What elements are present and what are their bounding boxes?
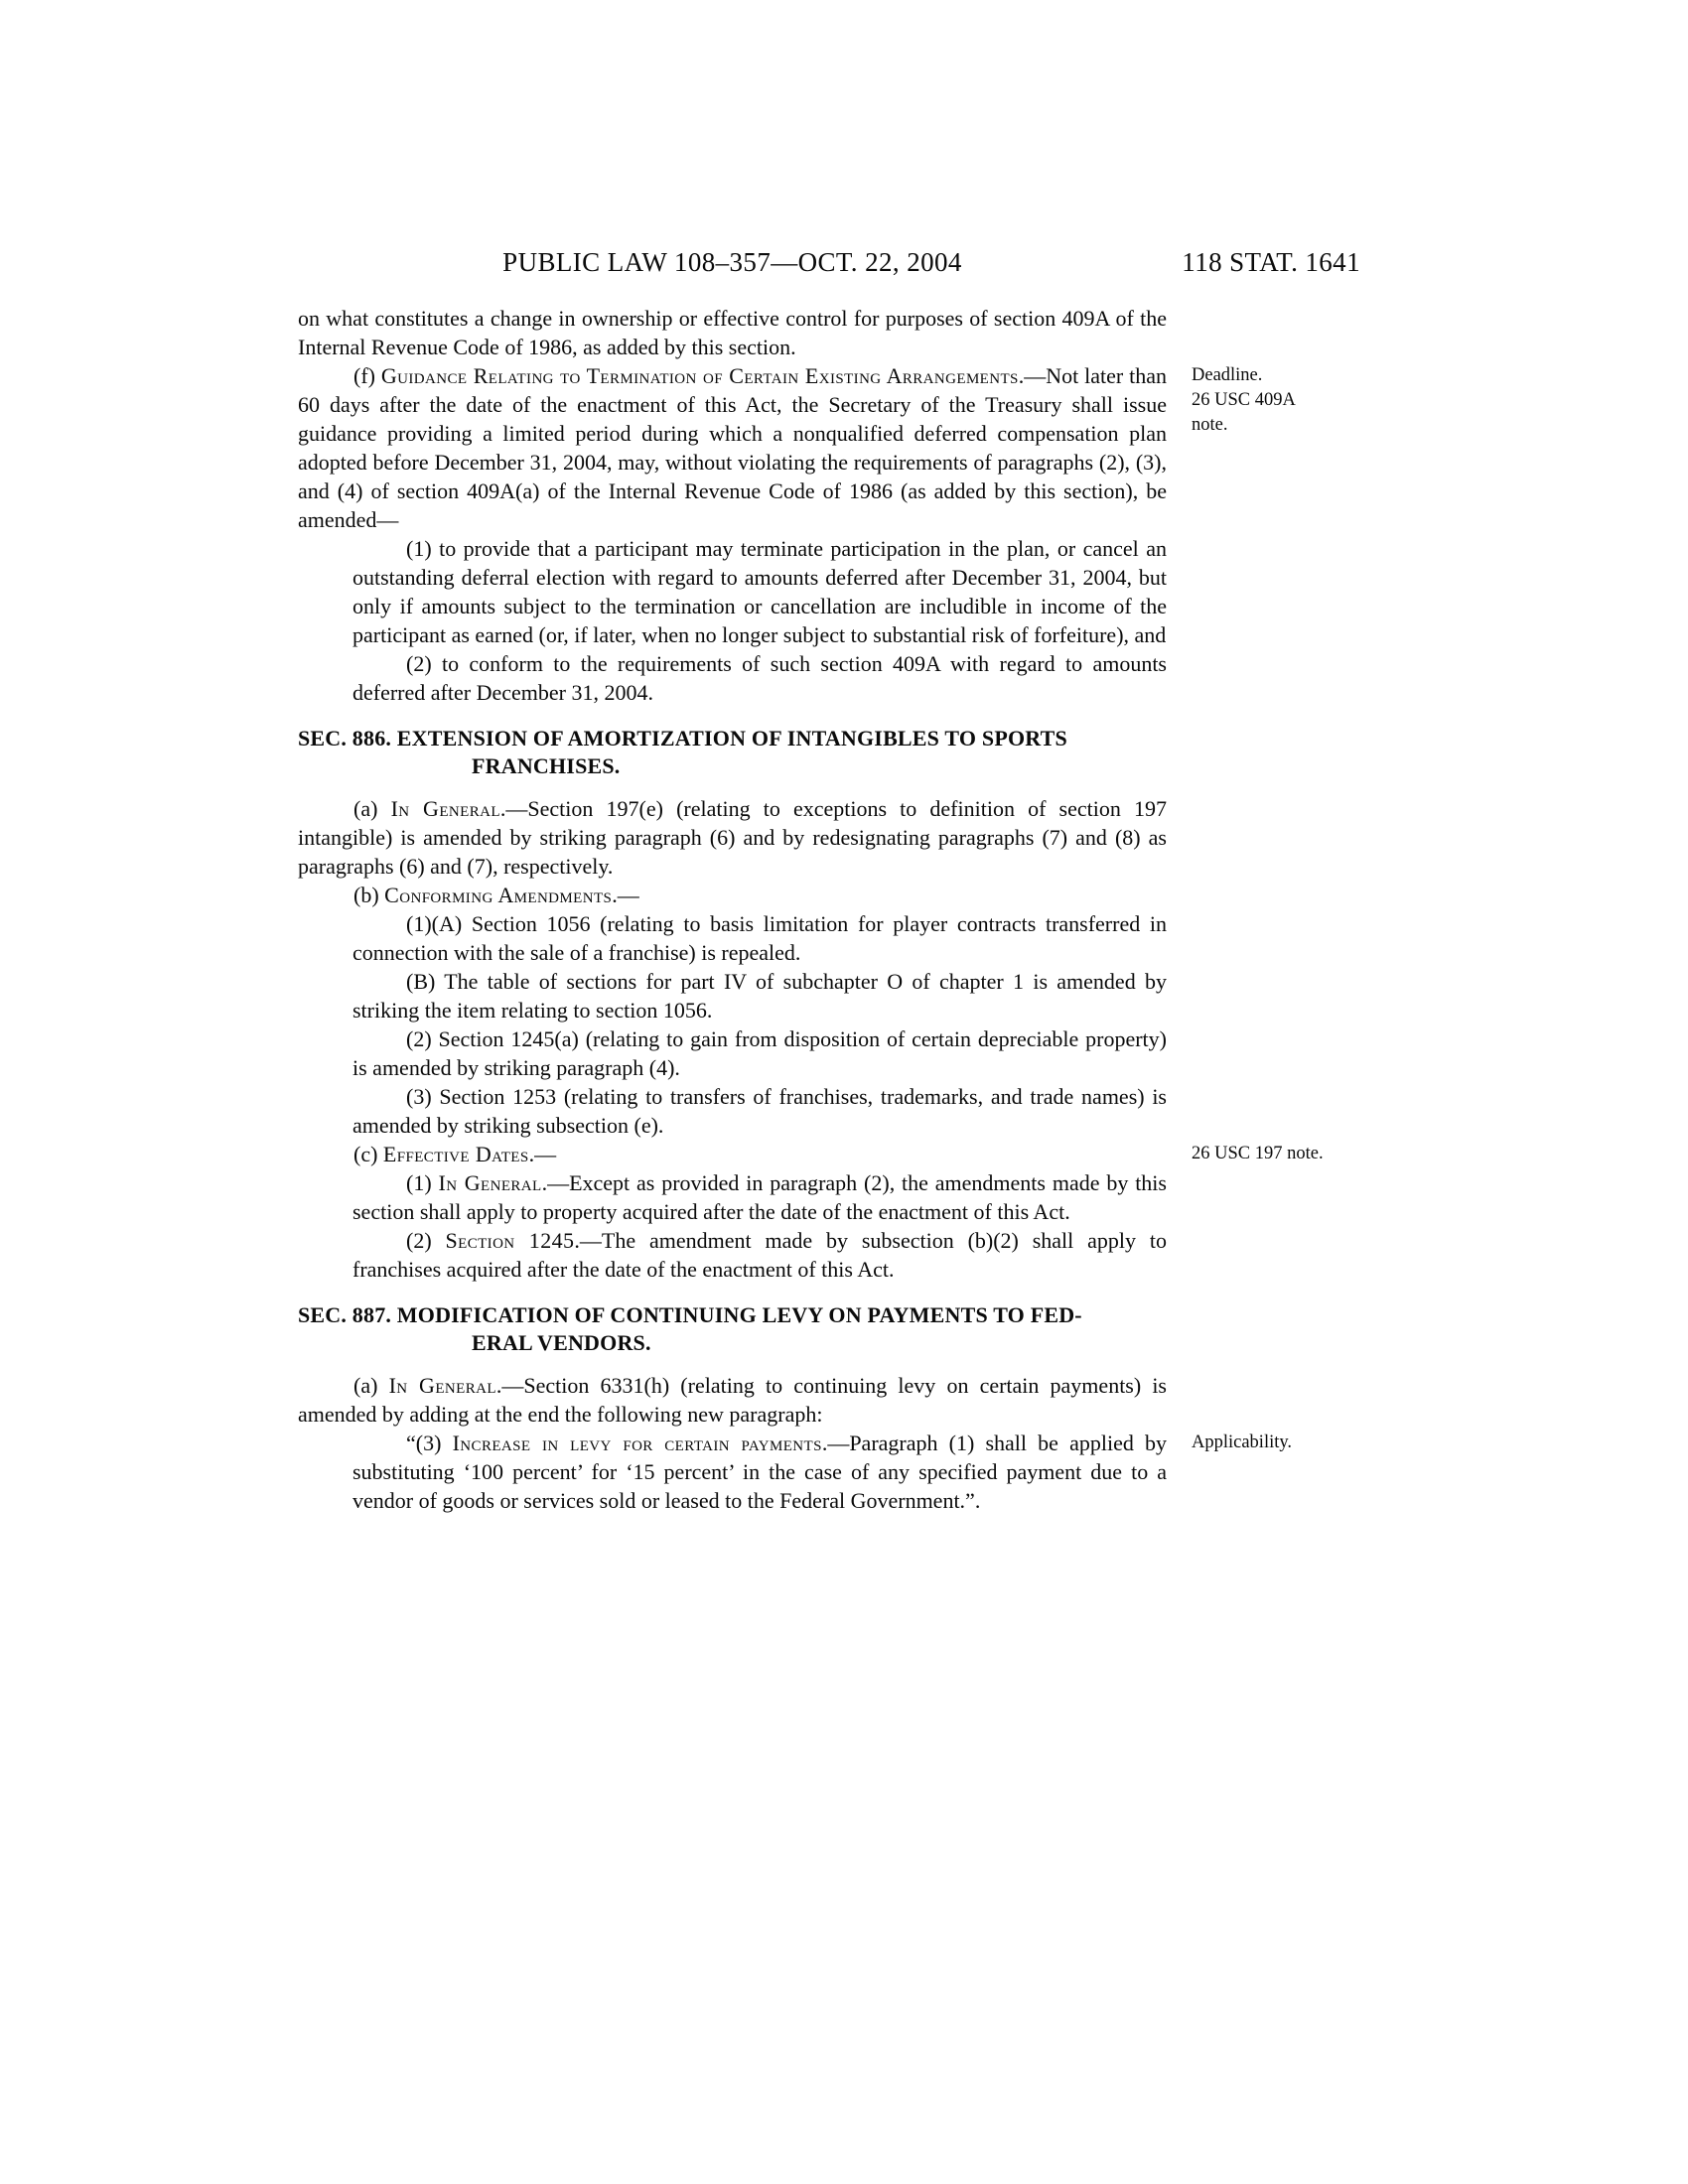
body-text: .—The amendment made by subsection (b)(2) shall apply to franchises acquired after the date of the enactment of this Act. [352,1228,1167,1282]
body-text: (1)(A) Section 1056 (relating to basis limitation for player contracts transferred in connection with the sale of a franchise) is repealed. [352,911,1167,965]
margin-note-group [1192,363,1375,438]
smallcaps-text: Section 1245 [445,1228,575,1253]
paragraph [352,649,1167,707]
smallcaps-text: Increase in levy for certain payments [452,1431,822,1455]
paragraph [298,794,1167,881]
paragraph [352,967,1167,1024]
law-title: PUBLIC LAW 108–357—OCT. 22, 2004 [502,247,962,277]
margin-note: Applicability. [1192,1433,1293,1452]
body-text: (B) The table of sections for part IV of subchapter O of chapter 1 is amended by striking the item relating to section 1056. [352,969,1167,1023]
margin-note: 26 USC 197 note. [1192,1144,1324,1163]
paragraph [352,1429,1293,1515]
body-text: .— [612,883,639,907]
body-text: (2) to conform to the requirements of such section 409A with regard to amounts deferred after December 31, 2004. [352,651,1167,705]
body-text: .—Not later than 60 days after the date of the enactment of this Act, the Secretary of the Treasury shall issue guidance providing a limited period during which a nonqualified deferred compensation plan adopted before December 31, 2004, may, without violating the requirements of paragraphs (2), (3), and (4) of section 409A(a) of the Internal Revenue Code of 1986 (as added by this section), be amended— [298,363,1168,532]
smallcaps-text: Effective Dates [382,1142,529,1166]
paragraph [298,1140,1324,1168]
body-text: .—Except as provided in paragraph (2), the amendments made by this section shall apply to property acquired after the date of the enactment of this Act. [352,1170,1167,1224]
body-text: (1) to provide that a participant may terminate participation in the plan, or cancel an outstanding deferral election with regard to amounts deferred after December 31, 2004, but only if amounts subject to the termination or cancellation are includible in income of the participant as earned (or, if later, when no longer subject to substantial risk of forfeiture), and [352,536,1167,647]
section-heading: SEC. 886. EXTENSION OF AMORTIZATION OF INTANGIBLES TO SPORTS FRANCHISES. [298,726,1067,778]
body-text: (2) Section 1245(a) (relating to gain from disposition of certain depreciable property) is amended by striking paragraph (4). [352,1026,1167,1080]
paragraph [352,1082,1167,1140]
paragraph [352,909,1167,967]
section-heading: SEC. 887. MODIFICATION OF CONTINUING LEVY ON PAYMENTS TO FED- ERAL VENDORS. [298,1302,1082,1355]
body-text: (c) [353,1142,383,1166]
body-text: (f) [353,363,381,388]
body-text: (1) [406,1170,439,1195]
smallcaps-text: In General [388,1373,496,1398]
margin-note-group [1192,1142,1375,1166]
body-text: .—Section 6331(h) (relating to continuing levy on certain payments) is amended by adding at the end the following new paragraph: [298,1373,1167,1427]
smallcaps-text: Conforming Amendments [384,883,613,907]
paragraph [298,361,1296,534]
body-text: (b) [353,883,385,907]
body-text: (a) [353,796,391,821]
body-text: (2) [406,1228,446,1253]
margin-note: note. [1192,415,1228,435]
paragraph [352,534,1167,649]
paragraph [298,881,1167,909]
body-text: (3) Section 1253 (relating to transfers of franchises, trademarks, and trade names) is amended by striking subsection (e). [352,1084,1167,1138]
body-text: .— [528,1142,557,1166]
smallcaps-text: Guidance Relating to Termination of Certain Existing Arrangements [380,363,1019,388]
paragraph [298,1371,1167,1429]
paragraph [352,1024,1167,1082]
document-body [298,304,1324,1515]
margin-note: 26 USC 409A [1192,390,1296,410]
body-text: on what constitutes a change in ownership or effective control for purposes of section 409A of the Internal Revenue Code of 1986, as added by this section. [298,306,1167,359]
paragraph [352,1168,1167,1226]
paragraph [298,304,1167,361]
smallcaps-text: In General [438,1170,542,1195]
page-header [298,247,1360,287]
paragraph [352,1226,1167,1284]
stat-page-number: 118 STAT. 1641 [1182,247,1360,277]
body-text: .—Section 197(e) (relating to exceptions to definition of section 197 intangible) is amended by striking paragraph (6) and by redesignating paragraphs (7) and (8) as paragraphs (6) and (7), respectively. [298,796,1167,879]
margin-note: Deadline. [1192,365,1263,385]
smallcaps-text: In General [390,796,500,821]
body-text: .—Paragraph (1) shall be applied by substituting ‘100 percent’ for ‘15 percent’ in the case of any specified payment due to a vendor of goods or services sold or leased to the Federal Government.”. [352,1431,1167,1513]
margin-note-group [1192,1431,1375,1455]
body-text: (a) [353,1373,389,1398]
body-text: “(3) [406,1431,453,1455]
